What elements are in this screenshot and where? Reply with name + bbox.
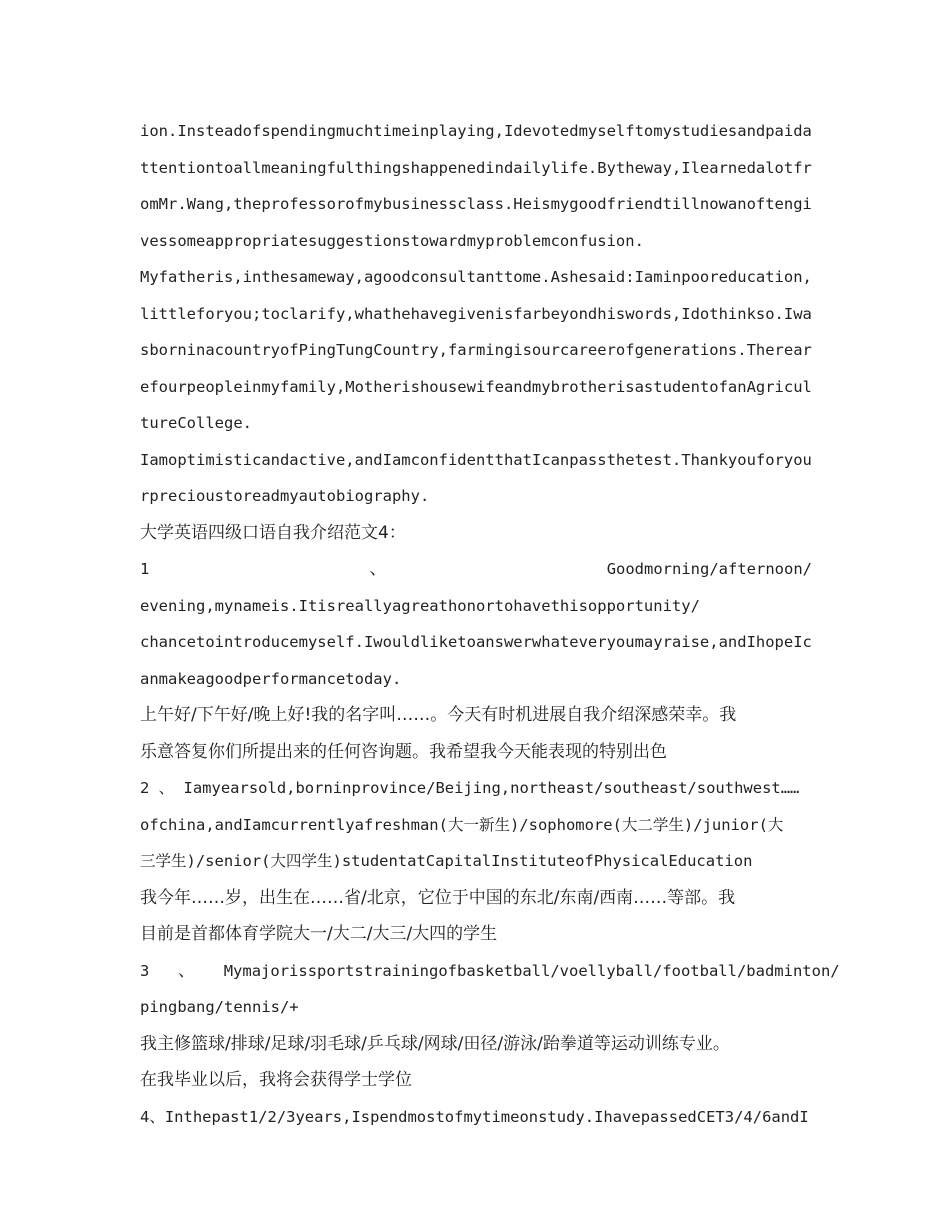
text-line: evening,mynameis.Itisreallyagreathonortohavethisopportunity/: [140, 596, 700, 615]
text-line: tureCollege.: [140, 414, 252, 432]
text-line: vessomeappropriatesuggestionstowardmyproblemconfusion.: [140, 231, 644, 250]
section-heading: 大学英语四级口语自我介绍范文4：: [140, 522, 406, 543]
text-line: omMr.Wang,theprofessorofmybusinessclass.Heismygoodfriendtillnowanoftengi: [140, 195, 812, 213]
list-item-text: Goodmorning/afternoon/: [606, 560, 812, 578]
text-line: ttentiontoallmeaningfulthingshappenedindailylife.Bytheway,Ilearnedalotfr: [140, 158, 812, 177]
text-line: chancetointroducemyself.Iwouldliketoanswerwhateveryoumayraise,andIhopeIc: [140, 633, 812, 651]
list-item-separator: 、: [178, 960, 196, 981]
list-item-number: 1: [140, 560, 150, 578]
document-page: [140, 113, 840, 1135]
text-line-chinese: 乐意答复你们所提出来的任何咨询题。我希望我今天能表现的特别出色: [140, 741, 667, 762]
text-line: anmakeagoodperformancetoday.: [140, 669, 402, 688]
list-item-separator: 、: [369, 559, 387, 579]
list-item-text: Mymajorissportstrainingofbasketball/voellyball/football/badminton/: [223, 961, 840, 980]
text-line: rprecioustoreadmyautobiography.: [140, 487, 430, 505]
text-line-chinese: 目前是首都体育学院大一/大二/大三/大四的学生: [140, 924, 498, 944]
text-line-chinese: 我主修篮球/排球/足球/羽毛球/乒乓球/网球/田径/游泳/跆拳道等运动训练专业。: [140, 1033, 730, 1054]
text-line-chinese: 在我毕业以后，我将会获得学士学位: [140, 1070, 412, 1090]
text-line: ion.Insteadofspendingmuchtimeinplaying,Idevotedmyselftomystudiesandpaida: [140, 122, 812, 140]
text-line-chinese: 我今年……岁，出生在……省/北京，它位于中国的东北/东南/西南……等部。我: [140, 887, 736, 908]
list-item-3-line: [140, 953, 840, 990]
list-item-number: 3: [140, 961, 150, 980]
text-line: ofchina,andIamcurrentlyafreshman(大一新生)/sophomore(大二学生)/junior(大: [140, 815, 784, 834]
text-line: Myfatheris,inthesameway,agoodconsultanttome.Ashesaid:Iaminpooreducation,: [140, 268, 812, 286]
list-item-2-line: 2 、 Iamyearsold,borninprovince/Beijing,northeast/southeast/southwest……: [140, 779, 800, 797]
list-item-1-line: [140, 551, 812, 588]
text-line-chinese: 上午好/下午好/晚上好!我的名字叫……。今天有时机进展自我介绍深感荣幸。我: [140, 705, 737, 725]
text-line: sborninacountryofPingTungCountry,farmingisourcareerofgenerations.Therear: [140, 341, 812, 359]
text-line: pingbang/tennis/+: [140, 998, 299, 1016]
text-line: 三学生)/senior(大四学生)studentatCapitalInstituteofPhysicalEducation: [140, 852, 753, 870]
text-line: efourpeopleinmyfamily,MotherishousewifeandmybrotherisastudentofanAgricul: [140, 377, 812, 396]
text-line: Iamoptimisticandactive,andIamconfidentthatIcanpassthetest.Thankyouforyou: [140, 450, 812, 469]
text-line: littleforyou;toclarify,whathehavegivenisfarbeyondhiswords,Idothinkso.Iwa: [140, 304, 812, 323]
list-item-4-line: 4、Inthepast1/2/3years,Ispendmostofmytimeonstudy.IhavepassedCET3/4/6andI: [140, 1107, 809, 1126]
